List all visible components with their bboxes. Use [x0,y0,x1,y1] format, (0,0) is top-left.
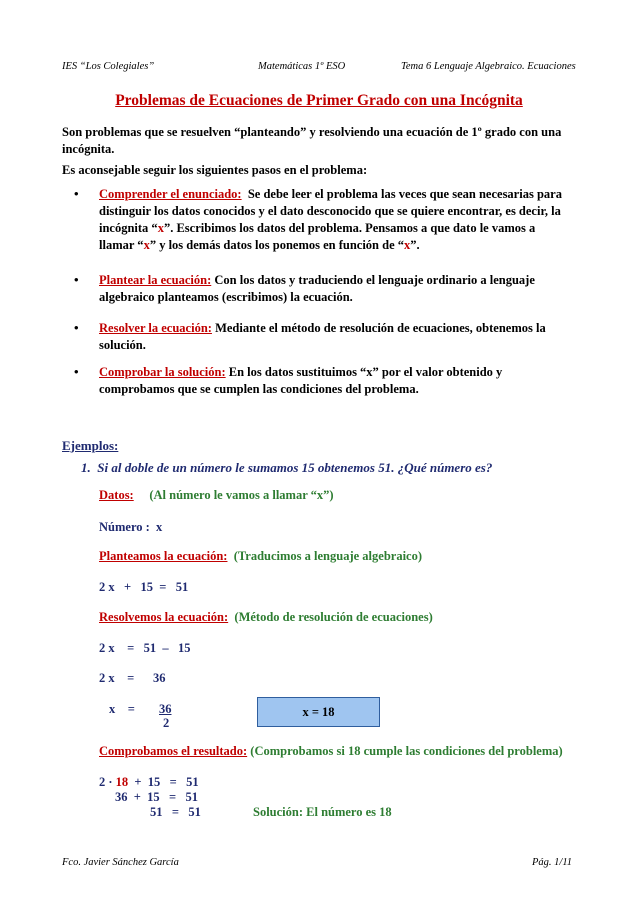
examples-heading: Ejemplos: [62,438,119,453]
header-topic: Tema 6 Lenguaje Algebraico. Ecuaciones [401,61,576,72]
planteamos-line [99,549,422,564]
resolvemos-note: (Método de resolución de ecuaciones) [234,610,433,624]
bullet-line [99,320,579,337]
bullet-heading: Comprender el enunciado: [99,187,242,201]
bullet-text: Con los datos y traduciendo el lenguaje ordinario a lenguaje [211,273,535,287]
check-line-3: 51 = 51 [150,805,201,819]
bullet-text: ”. Escribimos los datos del problema. Pensamos a que dato le vamos a [163,221,536,235]
equation-4-lhs: x = [109,702,135,716]
bullet-marker: • [74,364,79,379]
comprobamos-line [99,744,563,759]
bullet-text: En los datos sustituimos “x” por el valor obtenido y [225,365,503,379]
resolvemos-line [99,610,433,625]
bullet-text: ”. [410,238,420,252]
bullet-heading: Plantear la ecuación: [99,273,212,287]
fraction-numerator: 36 [159,702,172,716]
planteamos-label: Planteamos la ecuación: [99,549,228,563]
bullet-comprender [99,186,579,254]
bullet-heading: Comprobar la solución: [99,365,226,379]
planteamos-note: (Traducimos a lenguaje algebraico) [233,549,423,563]
datos-line [99,488,334,503]
comprobamos-note: (Comprobamos si 18 cumple las condiciones del problema) [250,744,563,758]
bullet-marker: • [74,320,79,335]
footer-author: Fco. Javier Sánchez García [62,857,179,868]
variable-x: x [143,238,150,252]
bullet-line [99,220,579,237]
datos-label: Datos: [99,488,134,502]
bullet-line [99,237,579,254]
bullet-line [99,272,579,289]
check-text: + 15 = 51 [128,775,199,789]
bullet-line [99,364,579,381]
bullet-resolver [99,320,579,354]
bullet-comprobar [99,364,579,398]
header-subject: Matemáticas 1º ESO [258,61,346,72]
intro-line-2: incógnita. [62,142,115,156]
solution-statement: Solución: El número es 18 [253,805,392,819]
bullet-line: solución. [99,338,146,352]
check-line-1 [99,775,199,790]
solution-box: x = 18 [257,697,380,727]
bullet-heading: Resolver la ecuación: [99,321,212,335]
page-number: Pág. 1/11 [532,857,573,868]
intro-line-1: Son problemas que se resuelven “planteando” y resolviendo una ecuación de 1º grado con una [62,125,562,139]
fraction-denominator: 2 [163,716,170,730]
bullet-text: Se debe leer el problema las veces que sean necesarias para [241,187,562,201]
bullet-line [99,186,579,203]
datos-note: (Al número le vamos a llamar “x”) [149,488,334,502]
equation-1: 2 x + 15 = 51 [99,580,189,594]
example-question: 1. Si al doble de un número le sumamos 15 obtenemos 51. ¿Qué número es? [81,460,493,475]
bullet-line: distinguir los datos conocidos y el dato desconocido que se quiere encontrar, es decir, la [99,204,561,218]
bullet-marker: • [74,186,79,201]
bullet-text: llamar “ [99,238,144,252]
bullet-line: comprobamos que se cumplen las condiciones del problema. [99,382,419,396]
bullet-marker: • [74,272,79,287]
bullet-text: ” y los demás datos los ponemos en función de “ [149,238,405,252]
resolvemos-label: Resolvemos la ecuación: [99,610,229,624]
check-line-2: 36 + 15 = 51 [115,790,198,804]
variable-x: x [157,221,164,235]
check-value: 18 [115,775,129,789]
variable-x: x [404,238,411,252]
comprobamos-label: Comprobamos el resultado: [99,744,248,758]
bullet-line: algebraico planteamos (escribimos) la ecuación. [99,290,353,304]
bullet-text: incógnita “ [99,221,158,235]
steps-intro: Es aconsejable seguir los siguientes pasos en el problema: [62,163,368,177]
header-school: IES “Los Colegiales” [62,61,155,72]
check-text: 2 · [99,775,116,789]
intro-paragraph [62,124,582,158]
bullet-text: Mediante el método de resolución de ecuaciones, obtenemos la [211,321,546,335]
bullet-plantear [99,272,579,306]
page-title: Problemas de Ecuaciones de Primer Grado con una Incógnita [115,92,523,109]
equation-3: 2 x = 36 [99,671,166,685]
numero-line: Número : x [99,520,163,534]
equation-2: 2 x = 51 – 15 [99,641,191,655]
